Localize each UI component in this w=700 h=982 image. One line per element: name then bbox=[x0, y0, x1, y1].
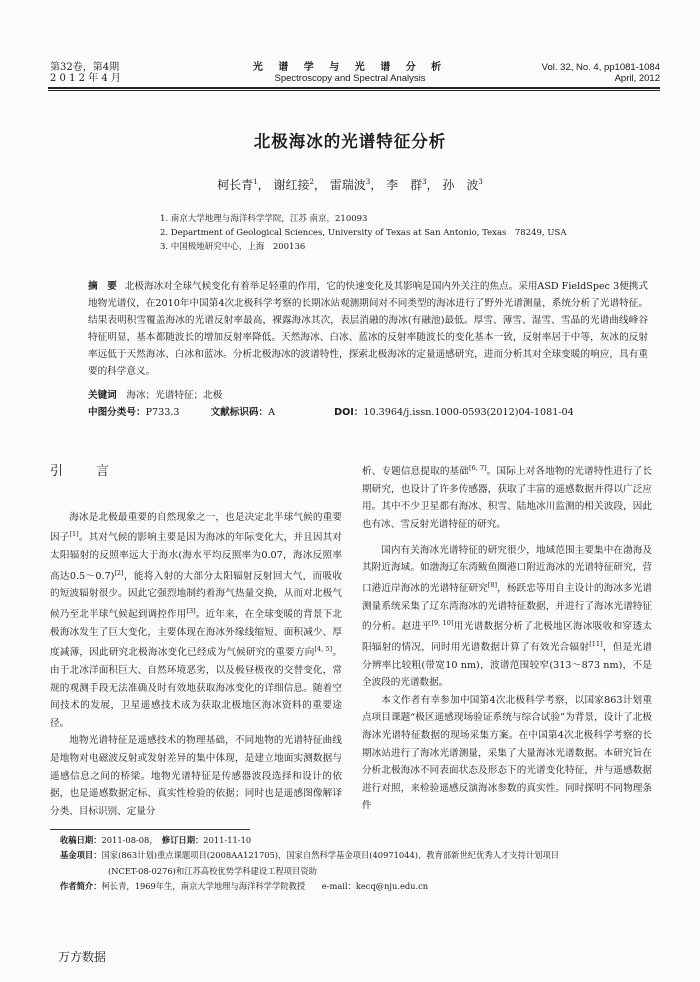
keywords-label: 关键词 bbox=[88, 390, 117, 401]
journal-volume-cn bbox=[50, 62, 170, 84]
author: 柯长青 bbox=[217, 178, 254, 192]
fund-text: 国家(863计划)重点课题项目(2008AA121705)，国家自然科学基金项目(40971044)，教育部新世纪优秀人才支持计划项目 bbox=[101, 850, 560, 861]
journal-name-en: Spectroscopy and Spectral Analysis bbox=[274, 73, 426, 84]
doi-value: 10.3964/j.issn.1000-0593(2012)04-1081-04 bbox=[363, 407, 574, 418]
author: 孙 波 bbox=[442, 178, 479, 192]
doc-code-label: 文献标识码： bbox=[210, 407, 269, 418]
journal-volume-en bbox=[430, 62, 660, 84]
clc-label: 中图分类号： bbox=[88, 407, 146, 418]
keywords-block bbox=[88, 387, 648, 421]
date-cn: 2 0 1 2 年 4 月 bbox=[50, 73, 121, 84]
revised-label: 修订日期： bbox=[161, 835, 204, 845]
affiliation: 3. 中国极地研究中心，上海 200136 bbox=[160, 242, 306, 252]
paragraph: 本文作者有幸参加中国第4次北极科学考察，以国家863计划重点项目课题“极区遥感现场验证系统与综合试验”为背景，设计了北极海冰光谱特征数据的现场采集方案。在中国第4次北极科学考察的长期冰站进行了海冰光谱测量，采集了大量海冰光谱数据。本研究旨在分析北极海冰不同表面状态及形态下的光谱变化特征，并与遥感数据进行对照，来检验遥感反演海冰参数的真实性。同时探明不同物理条件 bbox=[362, 694, 652, 812]
paper-title: 北极海冰的光谱特征分析 bbox=[253, 132, 447, 151]
paragraph: 国内有关海冰光谱特征的研究很少，地域范围主要集中在渤海及其附近海域。如渤海辽东湾鲅鱼圈港口附近海冰的光谱特征研究，营口港近岸海冰的光谱特征研究[8]，杨跃忠等用自主设计的海冰多光谱测量系统采集了辽东湾海冰的光谱特征数据，并进行了海冰光谱特征的分析。赵进平[9, 10]用光谱数据分析了北极地区海冰吸收和穿透太阳辐射的情况，同时用光谱数据计算了有效光合辐射[11]，但是光谱分辨率比较粗(带宽10 nm)，波谱范围较窄(313～873 nm)，不是全波段的光谱数据。 bbox=[362, 544, 653, 689]
header-rule-thin bbox=[48, 90, 660, 91]
volume-en: Vol. 32, No. 4, pp1081-1084 bbox=[541, 62, 660, 73]
footnotes bbox=[60, 833, 660, 895]
author: 李 群 bbox=[386, 178, 423, 192]
abstract bbox=[88, 278, 648, 380]
clc-value: P733.3 bbox=[145, 407, 180, 418]
paragraph: 地物光谱特征是遥感技术的物理基础，不同地物的光谱特征曲线是地物对电磁波反射或发射差异的集中体现，是建立地面实测数据与遥感信息之间的桥梁。地物光谱特征是传感器波段选择和设计的依据，也是遥感数据定标、真实性检验的依据；同时也是遥感图像解译分类、目标识别、定量分 bbox=[50, 735, 342, 817]
received-label: 收稿日期： bbox=[60, 835, 102, 845]
author-list: 柯长青$^1$， 谢红接$^2$， 雷瑞波$^3$， 李 群$^3$， 孙 波$^3$ bbox=[217, 178, 483, 192]
body-column-left bbox=[50, 463, 342, 820]
affiliations bbox=[160, 212, 610, 254]
author: 谢红接 bbox=[273, 178, 310, 192]
author: 雷瑞波 bbox=[329, 178, 366, 192]
header-rule bbox=[48, 87, 660, 89]
bio-label: 作者简介： bbox=[60, 881, 102, 892]
wanfang-watermark: 万方数据 bbox=[58, 950, 107, 964]
footnote-rule bbox=[50, 829, 250, 830]
revised-date: 2011-11-10 bbox=[203, 835, 252, 845]
body-column-right bbox=[362, 460, 652, 815]
affiliation: 1. 南京大学地理与海洋科学学院，江苏 南京，210093 bbox=[160, 214, 368, 224]
doc-code-value: A bbox=[268, 407, 276, 418]
affiliation: 2. Department of Geological Sciences, University of Texas at San Antonio, Texas 78249, USA bbox=[160, 228, 567, 238]
doi-label: DOI： bbox=[334, 407, 364, 418]
paragraph: 海冰是北极最重要的自然现象之一，也是决定北半球气候的重要因子[1]。其对气候的影响主要是因为海冰的年际变化大，并且因其对太阳辐射的反照率远大于海水(海水平均反照率为0.07，海冰反照率高达0.5～0.7)[2]，能将入射的大部分太阳辐射反射回大气，而吸收的短波辐射很少。因此它强烈地制约着海气热量交换，从而对北极气候乃至北半球气候起到调控作用[3]。近年来，在全球变暖的背景下北极海冰发生了巨大变化，主要体现在海冰外缘线缩短、面积减少、厚度减薄，因此研究北极海冰变化已经成为气候研究的重要方向[4, 5]。由于北冰洋面积巨大、自然环境恶劣，以及极昼极夜的交替变化，常规的观测手段无法准确及时有效地获取海冰变化的详细信息。随着空间技术的发展，卫星遥感技术成为获取北极地区海冰资料的重要途径。 bbox=[50, 511, 343, 729]
journal-name-cn: 光 谱 学 与 光 谱 分 析 bbox=[252, 62, 448, 73]
bio-text: 柯长青，1969年生，南京大学地理与海洋科学学院教授 e-mail：kecq@nju.edu.cn bbox=[101, 881, 429, 892]
abstract-text: 北极海冰对全球气候变化有着举足轻重的作用，它的快速变化及其影响是国内外关注的焦点。采用ASD FieldSpec 3便携式地物光谱仪，在2010年中国第4次北极科学考察的长期冰站观测期间对不同类型的海冰进行了野外光谱测量，系统分析了光谱特征。结果表明积雪覆盖海冰的光谱反射率最高，裸露海冰其次，表层消融的海冰(有融池)最低。厚雪、薄雪、湿雪、雪晶的光谱曲线峰谷特征明显，基本都随波长的增加反射率降低。天然海冰、白冰、蓝冰的反射率随波长的变化基本一致，反射率居于中等，灰冰的反射率远低于天然海冰、白冰和蓝冰。分析北极海冰的波谱特性，探索北极海冰的定量遥感研究，进而分析其对全球变暖的响应，具有重要的科学意义。 bbox=[88, 281, 648, 377]
received-date: 2011-08-08， bbox=[101, 835, 154, 845]
paragraph: 析、专题信息提取的基础[6, 7]。国际上对各地物的光谱特性进行了长期研究，也设计了许多传感器，获取了丰富的遥感数据并得以广泛应用。其中不少卫星都有海冰、积雪、陆地冰川监测的相关波段，因此也有冰、雪反射光谱特征的研究。 bbox=[362, 464, 652, 530]
abstract-label: 摘 要 bbox=[88, 281, 117, 292]
fund-text-cont: (NCET-08-0276)和江苏高校优势学科建设工程项目资助 bbox=[108, 865, 317, 876]
keywords-text: 海冰；光谱特征；北极 bbox=[126, 390, 223, 401]
fund-label: 基金项目： bbox=[60, 850, 102, 861]
section-heading: 引 言 bbox=[50, 464, 120, 479]
date-en: April, 2012 bbox=[614, 73, 660, 84]
volume-cn: 第32卷，第4期 bbox=[50, 62, 120, 73]
